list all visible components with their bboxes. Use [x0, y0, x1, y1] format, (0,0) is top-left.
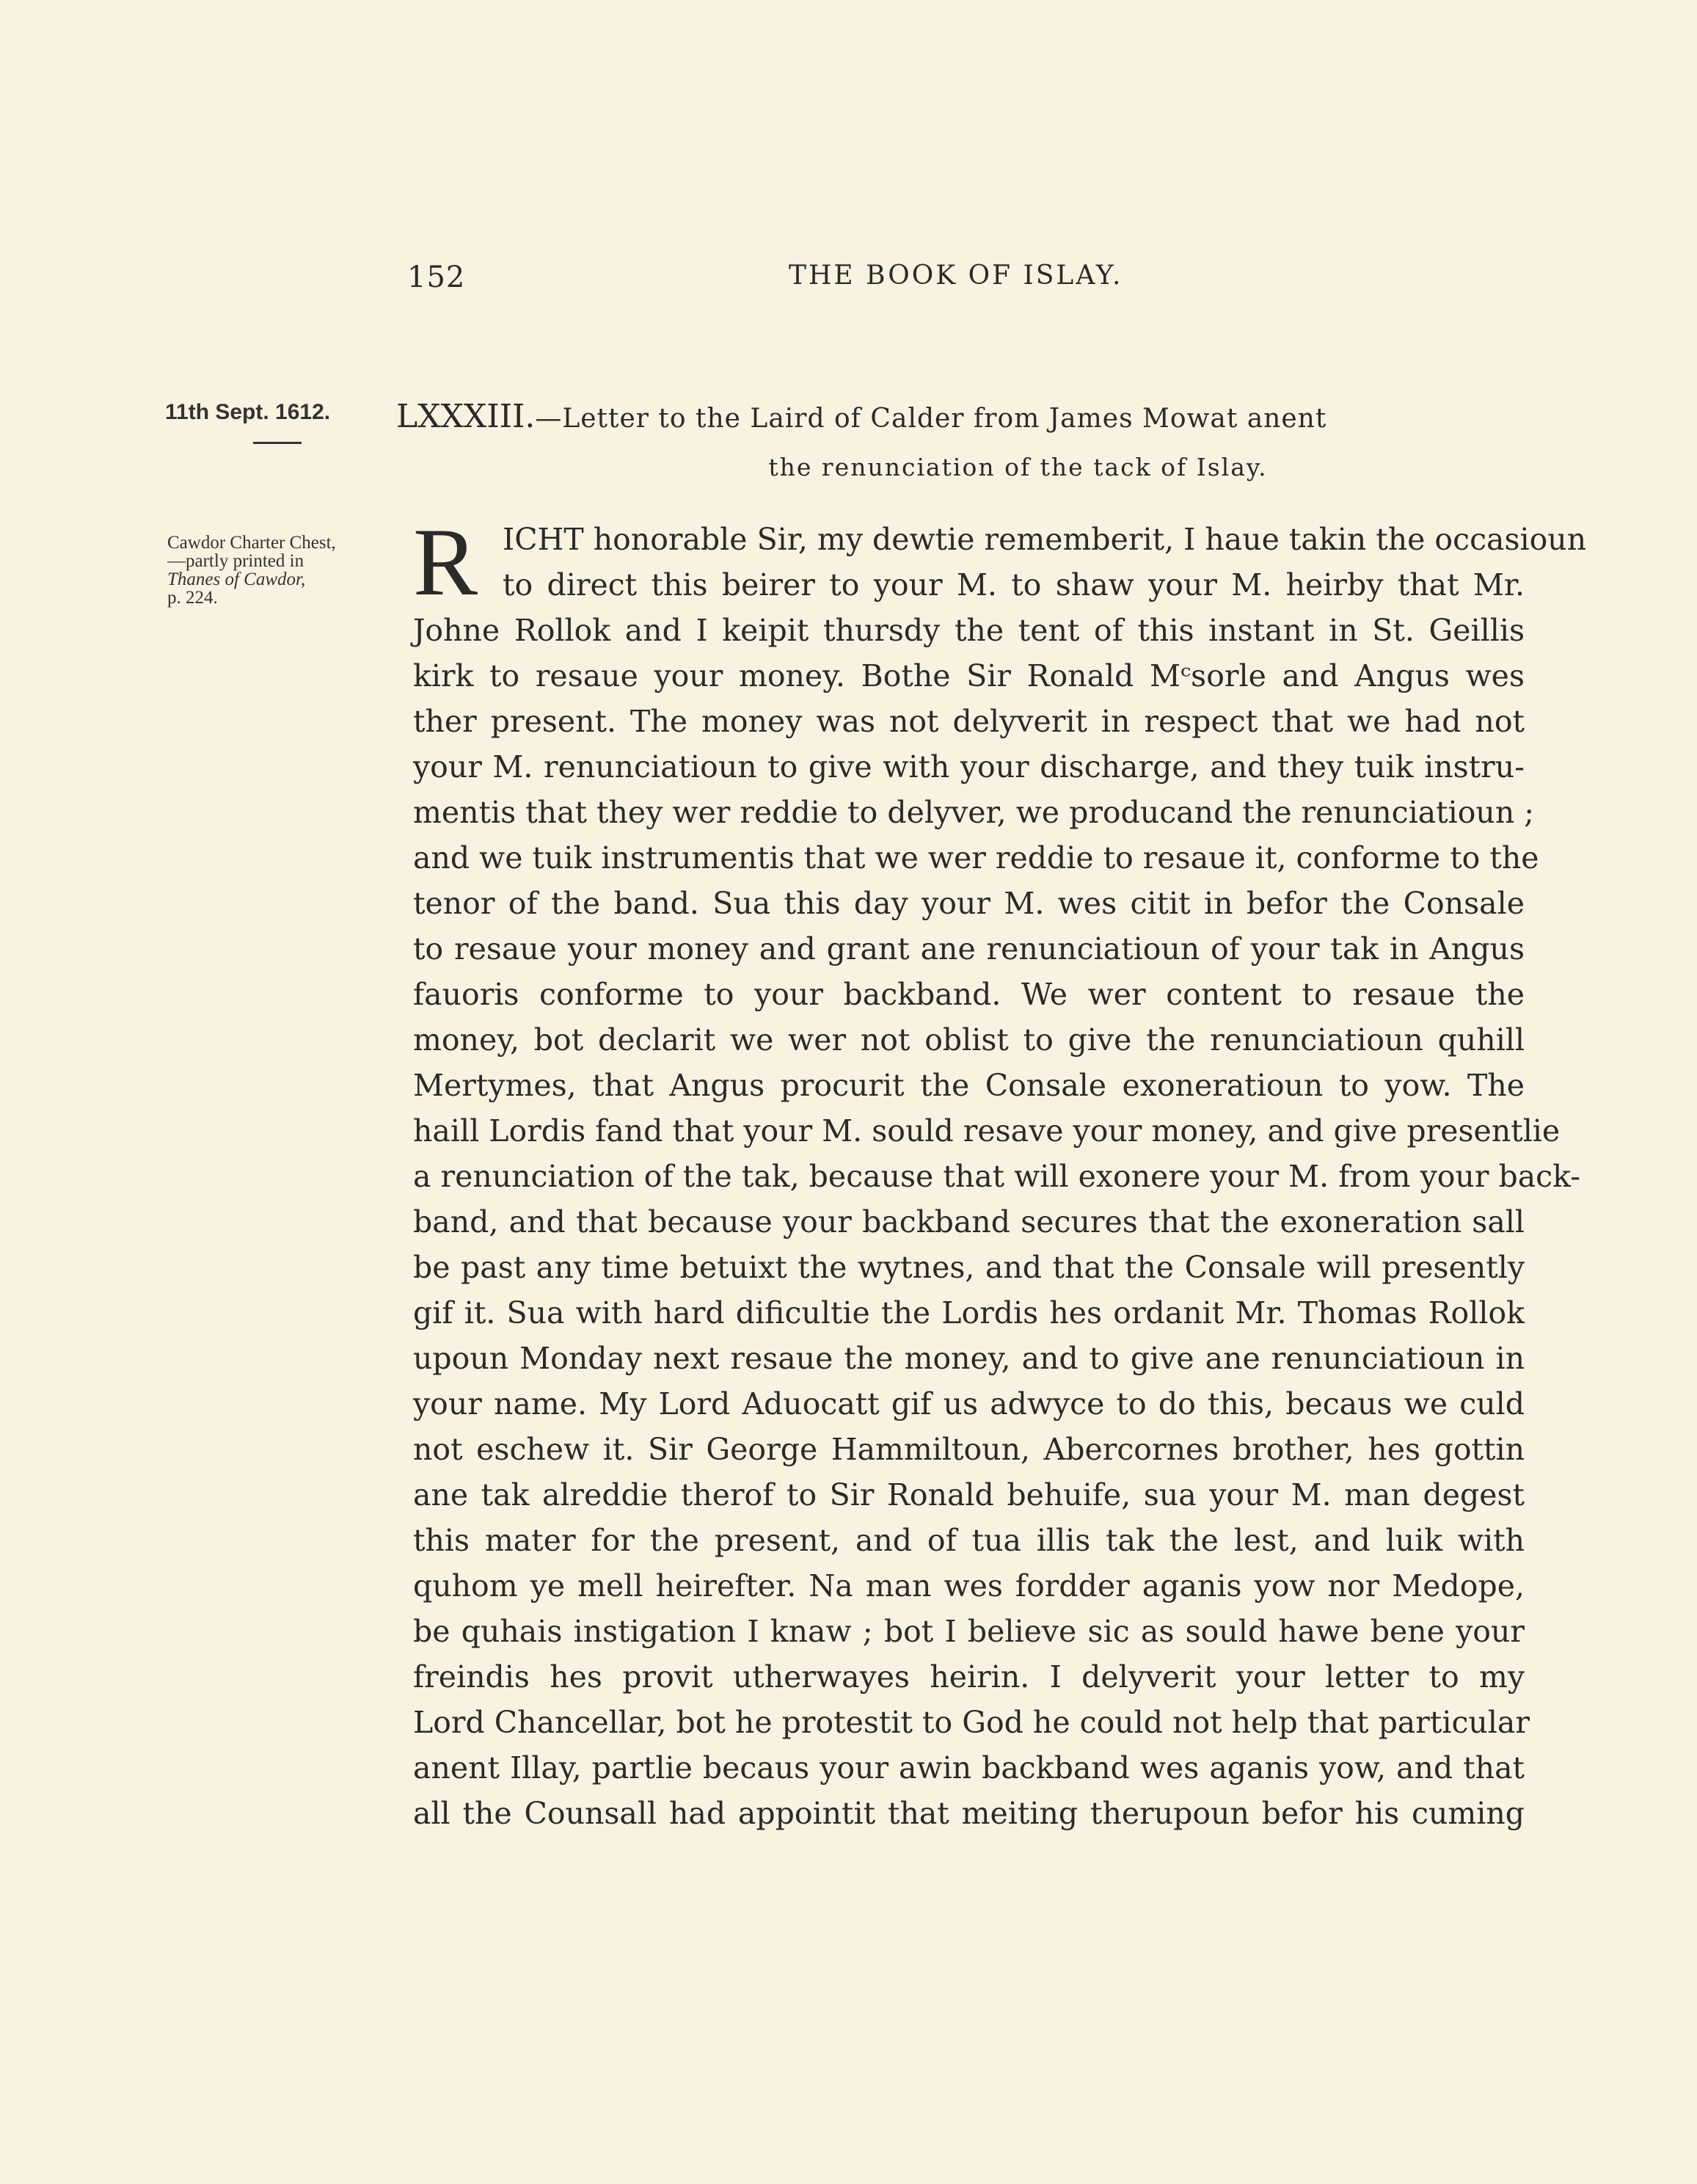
- text-line: Mertymes, that Angus procurit the Consale exoneratioun to yow. The: [413, 1068, 1525, 1103]
- letter-heading: [396, 393, 1530, 492]
- text-line: band, and that because your backband secures that the exoneration sall: [413, 1204, 1525, 1240]
- running-head: [407, 261, 1530, 305]
- text-line: Johne Rollok and I keipit thursdy the tent of this instant in St. Geillis: [413, 613, 1525, 648]
- source-note-line: —partly printed in: [167, 551, 304, 571]
- text-line: ICHT honorable Sir, my dewtie rememberit, I haue takin the occasioun: [503, 522, 1587, 557]
- text-line: anent Illay, partlie becaus your awin backband wes aganis yow, and that: [413, 1750, 1525, 1786]
- margin-source-note: [167, 534, 395, 607]
- running-title: THE BOOK OF ISLAY.: [789, 261, 1123, 291]
- text-line: gif it. Sua with hard dificultie the Lordis hes ordanit Mr. Thomas Rollok: [413, 1295, 1525, 1331]
- heading-line-1: [396, 393, 1530, 443]
- page-number: 152: [407, 261, 466, 294]
- text-line: kirk to resaue your money. Bothe Sir Ronald Mᶜsorle and Angus wes: [413, 658, 1525, 694]
- text-line: this mater for the present, and of tua illis tak the lest, and luik with: [413, 1523, 1525, 1558]
- text-line: money, bot declarit we wer not oblist to give the renunciatioun quhill: [413, 1022, 1525, 1058]
- text-line: tenor of the band. Sua this day your M. wes citit in befor the Consale: [413, 886, 1525, 921]
- text-line: freindis hes provit utherwayes heirin. I delyverit your letter to my: [413, 1659, 1525, 1695]
- margin-date: 11th Sept. 1612.: [165, 400, 331, 424]
- text-line: all the Counsall had appointit that meiting therupoun befor his cuming: [413, 1796, 1525, 1831]
- heading-number: LXXXIII.: [396, 398, 536, 435]
- text-line: upoun Monday next resaue the money, and to give ane renunciatioun in: [413, 1341, 1525, 1376]
- drop-cap: R: [413, 508, 478, 616]
- source-note-line: Thanes of Cawdor,: [167, 569, 306, 589]
- source-note-line: Cawdor Charter Chest,: [167, 533, 336, 553]
- heading-title: —Letter to the Laird of Calder from James Mowat anent: [535, 404, 1327, 434]
- margin-date-rule: [253, 442, 302, 444]
- heading-line-2: the renunciation of the tack of Islay.: [768, 453, 1268, 481]
- text-line: and we tuik instrumentis that we wer reddie to resaue it, conforme to the: [413, 840, 1539, 876]
- text-line: Lord Chancellar, bot he protestit to God he could not help that particular: [413, 1705, 1530, 1740]
- text-line: ane tak alreddie therof to Sir Ronald behuife, sua your M. man degest: [413, 1477, 1525, 1513]
- text-line: your name. My Lord Aduocatt gif us adwyce to do this, becaus we culd: [413, 1386, 1525, 1422]
- text-line: fauoris conforme to your backband. We wer content to resaue the: [413, 977, 1525, 1012]
- text-line: be quhais instigation I knaw ; bot I believe sic as sould hawe bene your: [413, 1614, 1525, 1649]
- text-line: haill Lordis fand that your M. sould resave your money, and give presentlie: [413, 1113, 1561, 1149]
- text-line: mentis that they wer reddie to delyver, we producand the renunciatioun ;: [413, 795, 1535, 830]
- text-line: your M. renunciatioun to give with your discharge, and they tuik instru-: [413, 749, 1525, 785]
- text-line: quhom ye mell heirefter. Na man wes fordder aganis yow nor Medope,: [413, 1568, 1525, 1604]
- text-line: ther present. The money was not delyverit in respect that we had not: [413, 704, 1525, 739]
- text-line: be past any time betuixt the wytnes, and that the Consale will presently: [413, 1250, 1525, 1285]
- text-line: to resaue your money and grant ane renunciatioun of your tak in Angus: [413, 931, 1525, 967]
- text-line: a renunciation of the tak, because that will exonere your M. from your back-: [413, 1159, 1581, 1194]
- text-line: to direct this beirer to your M. to shaw your M. heirby that Mr.: [503, 567, 1525, 603]
- source-note-line: p. 224.: [167, 588, 218, 608]
- text-line: not eschew it. Sir George Hammiltoun, Abercornes brother, hes gottin: [413, 1432, 1525, 1467]
